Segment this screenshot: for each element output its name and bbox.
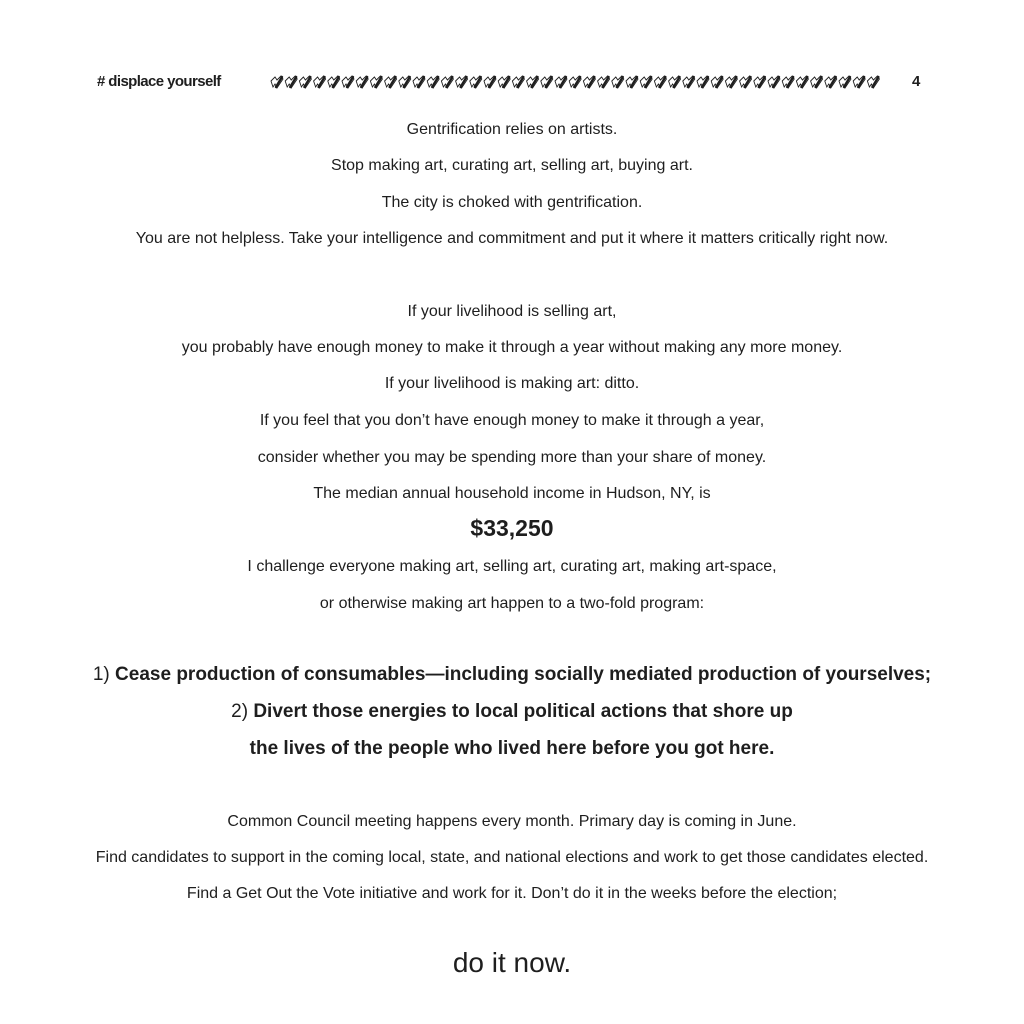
text-line: Common Council meeting happens every month. Primary day is coming in June. [227,813,797,830]
text-line: The median annual household income in Hudson, NY, is [313,485,711,502]
program-item-1 [0,663,1024,687]
program-item-2 [0,700,1024,724]
zigzag-divider [270,75,882,89]
text-line: Gentrification relies on artists. [406,121,618,138]
text-line: Stop making art, curating art, selling art, buying art. [331,157,693,174]
text-line: If your livelihood is making art: ditto. [384,375,640,392]
text-line: you probably have enough money to make it through a year without making any more money. [181,339,843,356]
text-line: If your livelihood is selling art, [407,303,617,320]
closing-line: do it now. [452,947,572,978]
text-line: consider whether you may be spending more than your share of money. [257,449,767,466]
program-item-1-number: 1) [92,664,110,685]
program-item-2-text: Divert those energies to local political actions that shore up [253,701,793,722]
program-item-2-continuation: the lives of the people who lived here before you got here. [249,738,775,759]
income-amount: $33,250 [470,515,554,541]
program-item-2-number: 2) [231,701,249,722]
text-line: The city is choked with gentrification. [381,194,643,211]
hashtag-title: # displace yourself [97,73,221,90]
text-line: Find candidates to support in the coming local, state, and national elections and work to get those candidates elected. [95,849,929,866]
page-number: 4 [912,73,921,90]
text-line: I challenge everyone making art, selling art, curating art, making art-space, [247,558,777,575]
program-item-1-text: Cease production of consumables—including socially mediated production of yourselves; [115,664,932,685]
text-line: If you feel that you don’t have enough money to make it through a year, [259,412,765,429]
text-line: Find a Get Out the Vote initiative and work for it. Don’t do it in the weeks before the election; [186,885,838,902]
text-line: or otherwise making art happen to a two-fold program: [319,595,705,612]
page-header [0,0,1024,100]
text-line: You are not helpless. Take your intelligence and commitment and put it where it matters critically right now. [135,230,889,247]
